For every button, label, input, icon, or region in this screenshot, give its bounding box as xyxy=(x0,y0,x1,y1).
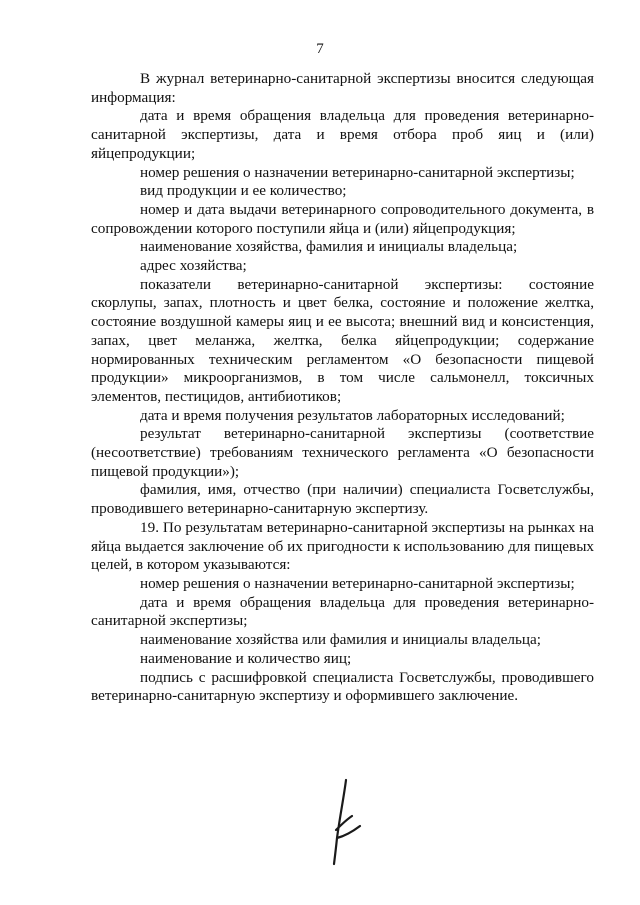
paragraph-item: номер решения о назначении ветеринарно-санитарной экспертизы; xyxy=(140,574,575,592)
document-body xyxy=(91,70,594,706)
handwritten-signature xyxy=(300,776,380,866)
paragraph-item: вид продукции и ее количество; xyxy=(140,182,347,200)
paragraph-item: наименование хозяйства или фамилия и инициалы владельца; xyxy=(140,631,541,649)
paragraph-item: дата и время обращения владельца для проведения ветеринарно-санитарной экспертизы; xyxy=(91,593,594,630)
paragraph-item: наименование хозяйства, фамилия и инициалы владельца; xyxy=(140,238,518,256)
paragraph-item: фамилия, имя, отчество (при наличии) специалиста Госветслужбы, проводившего ветеринарно-санитарную экспертизу. xyxy=(91,481,594,518)
paragraph-item: номер и дата выдачи ветеринарного сопроводительного документа, в сопровождении которого поступили яйца и (или) яйцепродукция; xyxy=(91,200,594,237)
paragraph-section-19: 19. По результатам ветеринарно-санитарной экспертизы на рынках на яйца выдается заключение об их пригодности к использованию для пищевых целей, в котором указываются: xyxy=(91,518,594,574)
paragraph-item: подпись с расшифровкой специалиста Госветслужбы, проводившего ветеринарно-санитарную экспертизу и оформившего заключение. xyxy=(91,668,594,705)
page-number: 7 xyxy=(316,41,324,57)
paragraph-item: номер решения о назначении ветеринарно-санитарной экспертизы; xyxy=(140,163,575,181)
paragraph-item: показатели ветеринарно-санитарной экспертизы: состояние скорлупы, запах, плотность и цвет белка, состояние и положение желтка, состояние воздушной камеры яиц и ее высота; внешний вид и консистенция, запах, цвет меланжа, желтка, белка яйцепродукции; содержание нормированных техническим регламентом «О безопасности пищевой продукции» микроорганизмов, в том числе сальмонелл, токсичных элементов, пестицидов, антибиотиков; xyxy=(91,275,594,405)
paragraph-item: результат ветеринарно-санитарной экспертизы (соответствие (несоответствие) требованиям технического регламента «О безопасности пищевой продукции»); xyxy=(91,425,594,480)
paragraph-item: наименование и количество яиц; xyxy=(140,649,352,667)
paragraph-item: дата и время получения результатов лабораторных исследований; xyxy=(140,406,565,424)
paragraph-item: адрес хозяйства; xyxy=(140,257,247,275)
paragraph-intro: В журнал ветеринарно-санитарной экспертизы вносится следующая информация: xyxy=(91,70,594,106)
paragraph-item: дата и время обращения владельца для проведения ветеринарно-санитарной экспертизы, дата и время отбора проб яиц и (или) яйцепродукции; xyxy=(91,107,594,162)
